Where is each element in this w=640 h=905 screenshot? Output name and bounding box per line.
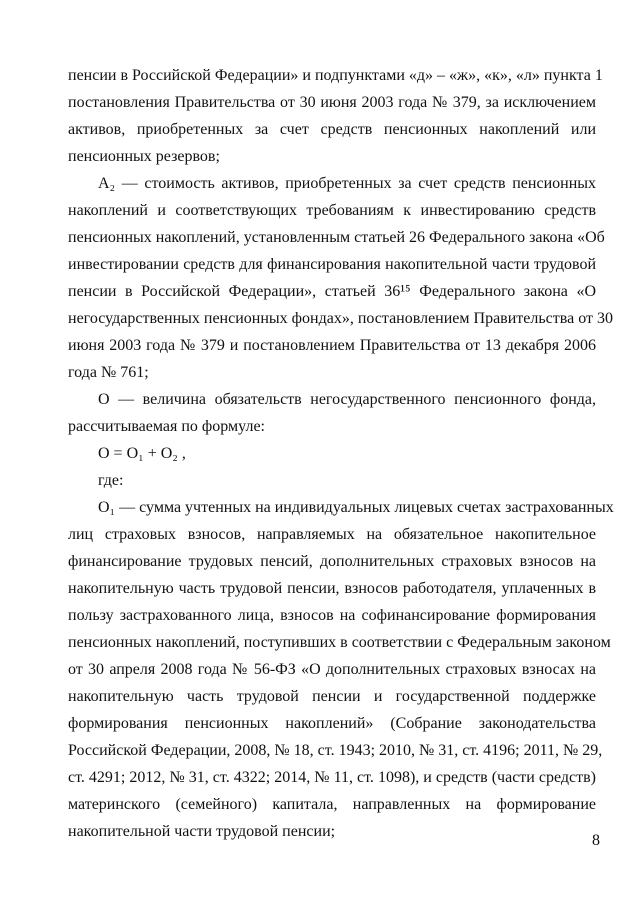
text-line: постановления Правительства от 30 июня 2003 года № 379, за исключением <box>68 94 596 111</box>
text-line: накопительную часть трудовой пенсии и государственной поддержке <box>68 688 596 705</box>
text-line: негосударственных пенсионных фондах», постановлением Правительства от 30 <box>68 310 613 327</box>
text-line: июня 2003 года № 379 и постановлением Правительства от 13 декабря 2006 <box>68 337 596 354</box>
text-line: накоплений и соответствующих требованиям к инвестированию средств <box>68 202 596 219</box>
where-label: где: <box>98 472 124 489</box>
text-line: активов, приобретенных за счет средств пенсионных накоплений или <box>68 121 596 138</box>
text-line: лиц страховых взносов, направляемых на обязательное накопительное <box>68 526 596 543</box>
text-line: ст. 4291; 2012, № 31, ст. 4322; 2014, № 11, ст. 1098), и средств (части средств) <box>68 769 596 786</box>
text-line: пенсионных резервов; <box>68 148 220 165</box>
text-line: материнского (семейного) капитала, направленных на формирование <box>68 796 596 813</box>
text-line: пользу застрахованного лица, взносов на софинансирование формирования <box>68 607 596 624</box>
text-line: пенсионных накоплений, поступивших в соответствии с Федеральным законом <box>68 634 611 651</box>
text-line: накопительную часть трудовой пенсии, взносов работодателя, уплаченных в <box>68 580 596 597</box>
text-line: Российской Федерации, 2008, № 18, ст. 1943; 2010, № 31, ст. 4196; 2011, № 29, <box>68 742 603 759</box>
text-line: от 30 апреля 2008 года № 56-ФЗ «О дополнительных страховых взносах на <box>68 661 596 678</box>
text-line: финансирование трудовых пенсий, дополнительных страховых взносов на <box>68 553 596 570</box>
paragraph-o1-start: О₁ — сумма учтенных на индивидуальных лицевых счетах застрахованных <box>98 499 614 516</box>
text-line: накопительной части трудовой пенсии; <box>68 823 336 840</box>
text-line: рассчитываемая по формуле: <box>68 418 265 435</box>
paragraph-a2-start: А₂ — стоимость активов, приобретенных за счет средств пенсионных <box>98 175 596 192</box>
formula-line: О = О₁ + О₂ , <box>98 445 186 462</box>
paragraph-o-start: О — величина обязательств негосударственного пенсионного фонда, <box>98 391 596 408</box>
text-line: пенсии в Российской Федерации» и подпунктами «д» – «ж», «к», «л» пункта 1 <box>68 67 603 84</box>
text-line: инвестировании средств для финансирования накопительной части трудовой <box>68 256 596 273</box>
text-line: формирования пенсионных накоплений» (Собрание законодательства <box>68 715 596 732</box>
text-line: пенсионных накоплений, установленным статьей 26 Федерального закона «Об <box>68 229 605 246</box>
text-line: года № 761; <box>68 364 149 381</box>
text-line: пенсии в Российской Федерации», статьей 36¹⁵ Федерального закона «О <box>68 283 596 300</box>
page-number: 8 <box>592 832 600 849</box>
